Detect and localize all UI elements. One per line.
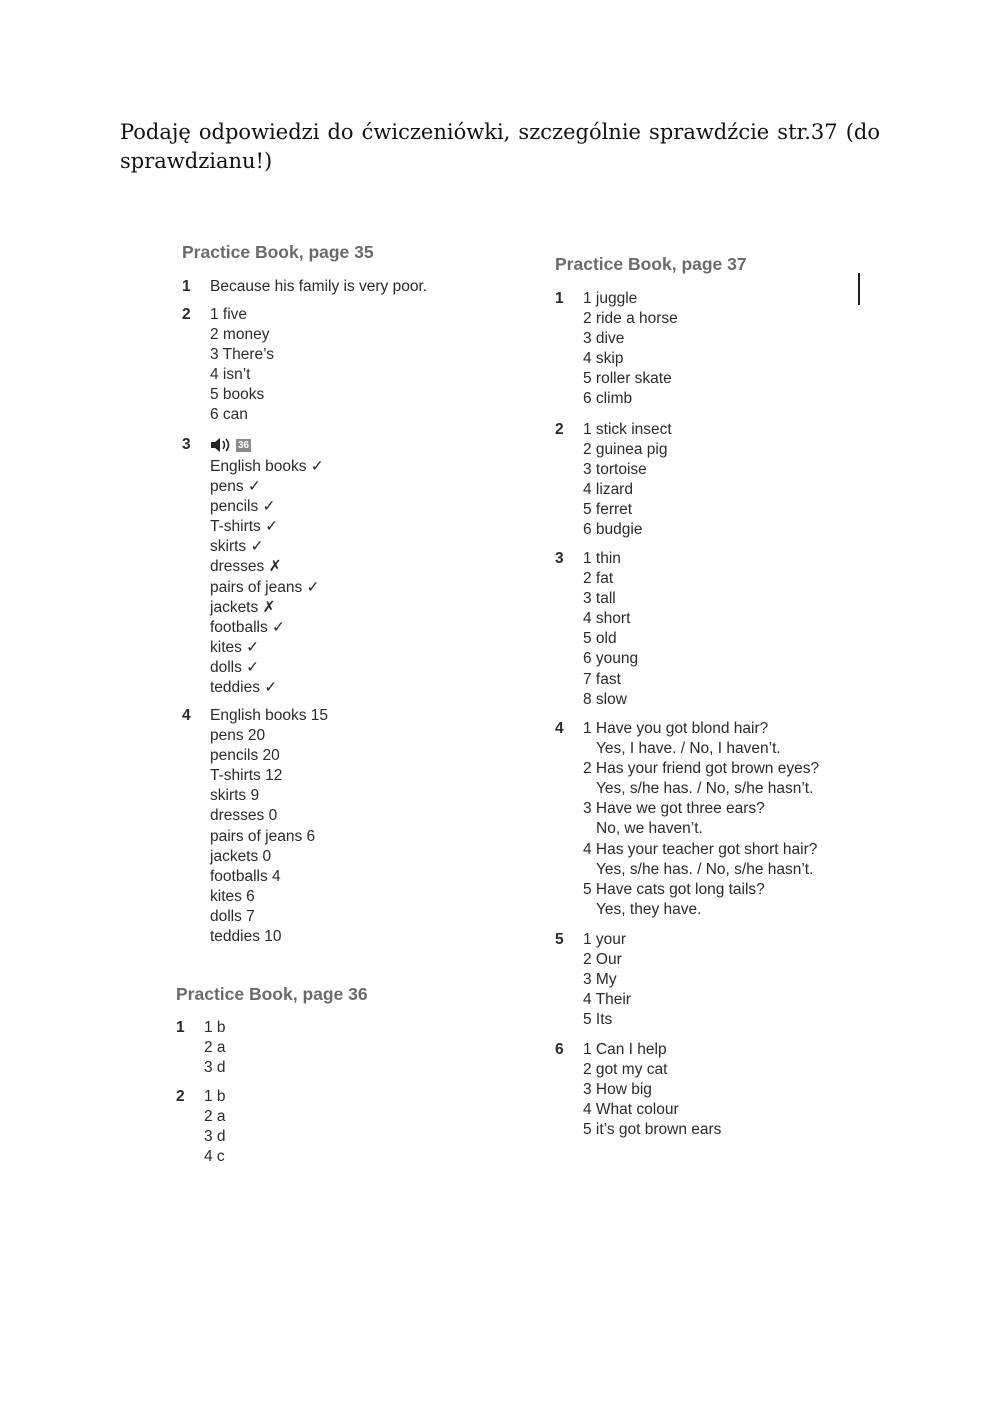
page37-section xyxy=(555,253,885,1139)
answer-line: 1 thin xyxy=(583,550,621,567)
answer-line: Yes, s/he has. / No, s/he hasn’t. xyxy=(596,860,814,878)
exercise-number: 3 xyxy=(182,436,191,453)
answer-line: 6 can xyxy=(210,406,248,424)
answer-line: 4 Their xyxy=(583,991,631,1009)
exercise-number: 4 xyxy=(555,720,564,737)
exercise-number: 3 xyxy=(555,550,564,567)
answer-line: 4 c xyxy=(204,1148,225,1166)
answer-line: 3 There’s xyxy=(210,346,275,364)
answer-line: pencils ✓ xyxy=(210,498,276,516)
answer-line: 5 Its xyxy=(583,1011,613,1029)
answer-line: 4 Has your teacher got short hair? xyxy=(583,840,818,858)
answer-line: 2 ride a horse xyxy=(583,310,678,328)
answer-line: 1 stick insect xyxy=(583,421,672,438)
answer-line: skirts ✓ xyxy=(210,538,264,556)
answer-line: 2 a xyxy=(204,1108,226,1126)
exercise-number: 4 xyxy=(182,707,191,724)
answer-line: 3 d xyxy=(204,1059,226,1077)
answer-line: 2 Our xyxy=(583,951,622,969)
answer-line: teddies ✓ xyxy=(210,679,278,697)
page36-section xyxy=(176,983,496,1166)
audio-track-number: 36 xyxy=(238,439,250,451)
answer-line: 3 dive xyxy=(583,330,625,348)
answer-line: footballs ✓ xyxy=(210,618,286,636)
answer-line: pairs of jeans ✓ xyxy=(210,578,320,596)
page35-section xyxy=(182,241,502,946)
answer-line: pens 20 xyxy=(210,727,266,745)
answer-line: 3 tall xyxy=(583,590,616,608)
answer-line: Yes, they have. xyxy=(596,900,702,918)
answer-line: T-shirts ✓ xyxy=(210,518,279,536)
answer-line: jackets ✗ xyxy=(210,598,276,616)
answer-line: 1 b xyxy=(204,1088,226,1105)
answer-line: kites ✓ xyxy=(210,638,260,656)
answer-line: dolls 7 xyxy=(210,907,255,925)
answer-line: Yes, I have. / No, I haven’t. xyxy=(596,740,781,758)
answer-line: teddies 10 xyxy=(210,928,282,946)
page35-title: Practice Book, page 35 xyxy=(182,242,374,262)
exercise-number: 6 xyxy=(555,1041,564,1058)
audio-track-marker xyxy=(210,435,251,455)
answer-line: 1 juggle xyxy=(583,290,638,307)
answer-line: Because his family is very poor. xyxy=(210,278,428,295)
answer-line: dolls ✓ xyxy=(210,658,260,676)
exercise-number: 2 xyxy=(182,306,191,323)
answer-line: 1 Have you got blond hair? xyxy=(583,720,769,737)
answer-line: 2 money xyxy=(210,326,270,344)
answer-line: dresses ✗ xyxy=(210,558,282,576)
exercise-number: 1 xyxy=(176,1019,185,1036)
answer-line: 5 Have cats got long tails? xyxy=(583,880,765,898)
answer-line: 6 young xyxy=(583,650,639,668)
answer-line: 4 isn’t xyxy=(210,366,251,384)
answer-line: 7 fast xyxy=(583,670,621,688)
exercise-number: 2 xyxy=(176,1088,185,1105)
answer-line: pencils 20 xyxy=(210,747,280,765)
answer-line: 5 old xyxy=(583,630,617,648)
answer-line: 1 Can I help xyxy=(583,1041,667,1058)
answer-line: 5 roller skate xyxy=(583,370,672,388)
answer-line: 2 fat xyxy=(583,570,614,588)
answer-line: 1 your xyxy=(583,931,627,948)
answer-line: 8 slow xyxy=(583,690,627,708)
answer-line: 6 climb xyxy=(583,390,633,408)
answer-line: 5 books xyxy=(210,386,265,404)
exercise-number: 5 xyxy=(555,931,564,948)
answer-line: 3 d xyxy=(204,1128,226,1146)
answer-line: English books 15 xyxy=(210,707,329,724)
answer-line: English books ✓ xyxy=(210,458,324,475)
answer-line: kites 6 xyxy=(210,887,255,905)
exercise-number: 1 xyxy=(555,290,564,307)
answer-line: 2 Has your friend got brown eyes? xyxy=(583,760,820,778)
answer-line: 2 guinea pig xyxy=(583,441,668,459)
intro-text: Podaję odpowiedzi do ćwiczeniówki, szczególnie sprawdźcie str.37 (do sprawdzianu!) xyxy=(120,120,880,173)
answer-line: 3 How big xyxy=(583,1081,652,1099)
answer-line: 3 tortoise xyxy=(583,461,647,479)
page37-title: Practice Book, page 37 xyxy=(555,254,747,274)
answer-line: 5 it’s got brown ears xyxy=(583,1121,722,1139)
exercise-number: 2 xyxy=(555,421,564,438)
answer-line: 3 My xyxy=(583,971,617,989)
text-cursor xyxy=(858,273,860,305)
answer-line: 3 Have we got three ears? xyxy=(583,800,765,818)
answer-line: dresses 0 xyxy=(210,807,278,825)
answer-line: 4 lizard xyxy=(583,481,633,499)
answer-line: 4 short xyxy=(583,610,631,628)
answer-line: pens ✓ xyxy=(210,478,261,496)
answer-line: 1 b xyxy=(204,1019,226,1036)
answer-line: 5 ferret xyxy=(583,501,633,519)
answer-line: 2 got my cat xyxy=(583,1061,668,1079)
answer-line: Yes, s/he has. / No, s/he hasn’t. xyxy=(596,780,814,798)
speaker-icon xyxy=(210,438,234,452)
answer-line: pairs of jeans 6 xyxy=(210,827,316,845)
exercise-number: 1 xyxy=(182,278,191,295)
answer-line: footballs 4 xyxy=(210,867,281,885)
answer-line: 6 budgie xyxy=(583,521,643,539)
page36-title: Practice Book, page 36 xyxy=(176,984,368,1004)
answer-line: 4 skip xyxy=(583,350,624,368)
answer-line: 4 What colour xyxy=(583,1101,679,1119)
answer-line: jackets 0 xyxy=(210,847,272,865)
answer-line: skirts 9 xyxy=(210,787,260,805)
answer-line: 1 five xyxy=(210,306,248,323)
answer-line: No, we haven’t. xyxy=(596,820,703,838)
answer-line: 2 a xyxy=(204,1039,226,1057)
answer-line: T-shirts 12 xyxy=(210,767,283,785)
